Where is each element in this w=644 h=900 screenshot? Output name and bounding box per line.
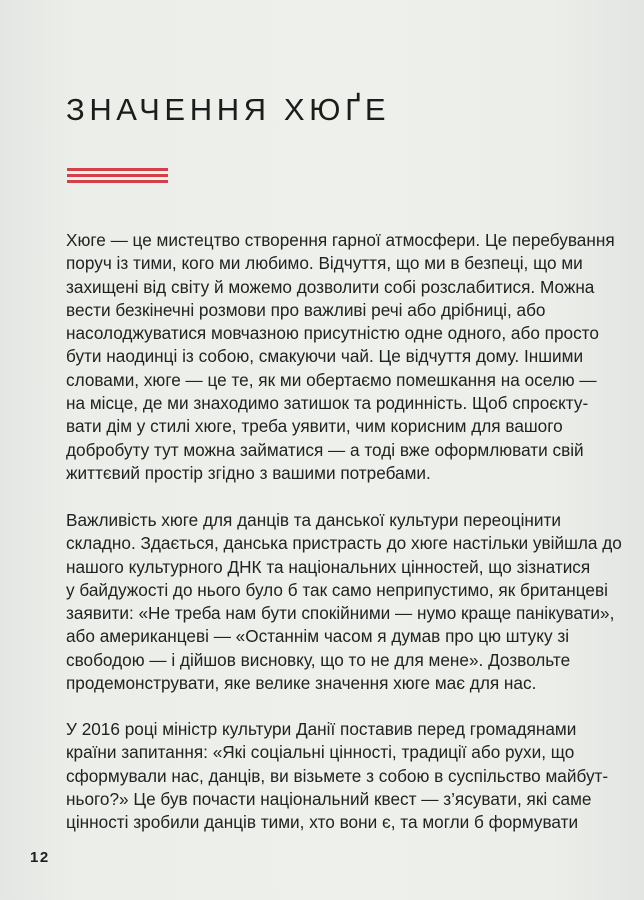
text-line: У 2016 році міністр культури Данії поставив перед громадянами	[66, 719, 577, 739]
text-line: або американцеві — «Останнім часом я думав про цю штуку зі	[66, 626, 570, 647]
text-line: життєвий простір згідно з вашими потребами.	[66, 462, 431, 483]
text-line: цінності зробили данців тими, хто вони є, та могли б формувати	[66, 812, 579, 833]
decorative-rule-middle	[67, 174, 168, 177]
decorative-rule-bottom	[67, 180, 168, 183]
text-line: словами, хюге — це те, як ми обертаємо помешкання на оселю —	[66, 369, 597, 390]
text-line: вести безкінечні розмови про важливі речі або дрібниці, або	[66, 299, 546, 320]
paragraph-2	[66, 509, 622, 695]
text-line: країни запитання: «Які соціальні цінності, традиції або рухи, що	[66, 742, 575, 763]
text-line: бути наодинці із собою, смакуючи чай. Це відчуття дому. Іншими	[66, 346, 584, 367]
decorative-rule-top	[67, 168, 168, 171]
text-line: сформували нас, данців, ви візьмете з собою в суспільство майбут-	[66, 765, 609, 786]
text-line: поруч із тими, кого ми любимо. Відчуття, що ми в безпеці, що ми	[66, 253, 583, 274]
text-line: насолоджуватися мовчазною присутністю одне одного, або просто	[66, 323, 599, 344]
text-line: на місце, де ми знаходимо затишок та родинність. Щоб спроєкту-	[66, 393, 589, 414]
text-line: складно. Здається, данська пристрасть до хюге настільки увійшла до	[66, 533, 622, 554]
paragraph-1	[66, 229, 615, 485]
text-line: продемонструвати, яке велике значення хюге має для нас.	[66, 673, 537, 694]
paragraph-3	[66, 718, 609, 834]
text-line: нього?» Це був почасти національний квест — з’ясувати, які саме	[66, 788, 592, 809]
text-line: добробуту тут можна займатися — а тоді вже оформлювати свій	[66, 439, 584, 460]
text-line: у байдужості до нього було б так само неприпустимо, як британцеві	[66, 579, 608, 600]
text-line: нашого культурного ДНК та національних цінностей, що зізнатися	[66, 556, 591, 577]
page-number: 12	[30, 849, 50, 866]
text-line: заявити: «Не треба нам бути спокійними — нумо краще панікувати»,	[66, 603, 615, 624]
text-line: Важливість хюге для данців та данської культури переоцінити	[66, 510, 561, 530]
text-line: вати дім у стилі хюге, треба уявити, чим корисним для вашого	[66, 416, 563, 437]
chapter-title: ЗНАЧЕННЯ ХЮҐЕ	[66, 92, 391, 127]
text-line: Хюге — це мистецтво створення гарної атмосфери. Це перебування	[66, 230, 615, 250]
text-line: захищені від світу й можемо дозволити собі розслабитися. Можна	[66, 276, 595, 297]
text-line: свободою — і дійшов висновку, що то не для мене». Дозвольте	[66, 649, 571, 670]
